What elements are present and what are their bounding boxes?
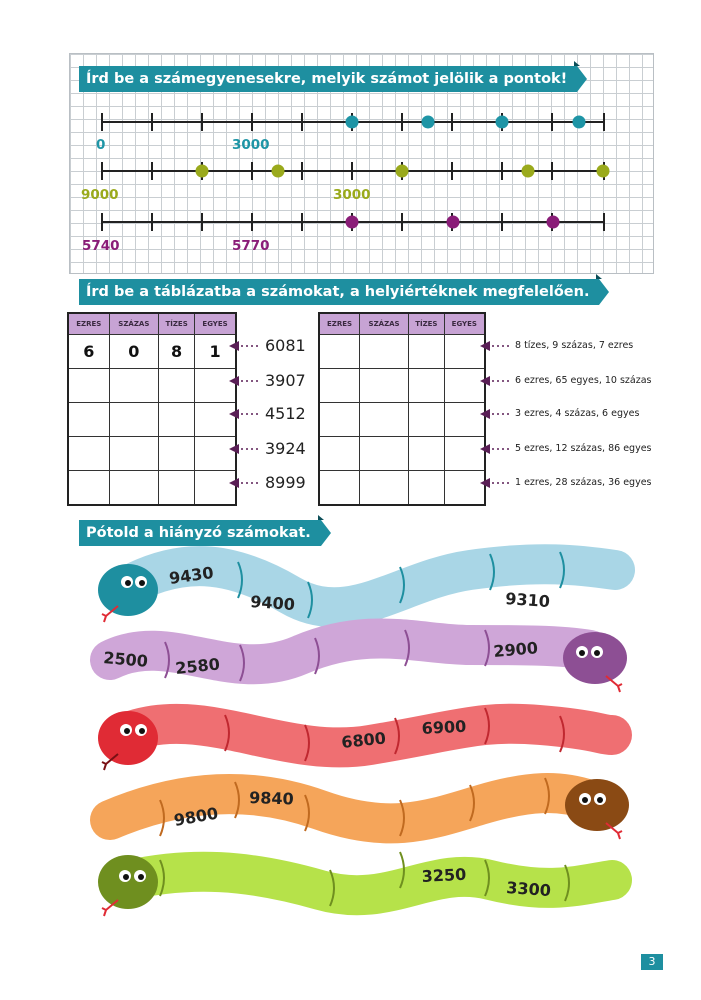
line3-label-0: 5740 — [82, 238, 120, 254]
line2-label-1: 3000 — [333, 187, 371, 203]
pointer-arrow-icon — [480, 376, 490, 386]
number-8999: 8999 — [265, 473, 306, 492]
pointer-arrow-icon — [480, 341, 490, 351]
header-tizes: TÍZES — [409, 313, 445, 335]
number-3907: 3907 — [265, 371, 306, 390]
line2-label-0: 9000 — [81, 187, 119, 203]
pointer-arrow-icon — [229, 409, 239, 419]
snake-head-icon — [565, 779, 629, 831]
snake1-number-1: 9430 — [167, 562, 215, 588]
description-2: 6 ezres, 65 egyes, 10 százas — [515, 375, 652, 386]
number-3924: 3924 — [265, 439, 306, 458]
description-5: 1 ezres, 28 százas, 36 egyes — [515, 477, 652, 488]
line3-label-1: 5770 — [232, 238, 270, 254]
pointer-arrow-icon — [480, 409, 490, 419]
snake2-number-3: 2900 — [492, 638, 539, 661]
header-szazas: SZÁZAS — [360, 313, 409, 335]
line1-label-1: 3000 — [232, 137, 270, 153]
snakes-area — [0, 520, 701, 1000]
header-ezres: EZRES — [68, 313, 109, 335]
section2-title: Írd be a táblázatba a számokat, a helyiértéknek megfelelően. — [86, 284, 590, 300]
snake-head-icon — [98, 855, 158, 909]
snake1-number-3: 9310 — [504, 589, 551, 612]
snake1-number-2: 9400 — [249, 592, 296, 615]
snake2-number-2: 2580 — [174, 654, 221, 678]
snake-head-icon — [98, 564, 158, 616]
description-4: 5 ezres, 12 százas, 86 egyes — [515, 443, 652, 454]
header-szazas: SZÁZAS — [109, 313, 159, 335]
pointer-arrow-icon — [480, 444, 490, 454]
header-egyes: EGYES — [444, 313, 485, 335]
snake5-number-2: 3300 — [505, 878, 552, 901]
pointer-arrow-icon — [229, 478, 239, 488]
snake3-number-2: 6900 — [421, 716, 467, 738]
cell-ezres: 6 — [68, 335, 109, 369]
description-3: 3 ezres, 4 százas, 6 egyes — [515, 408, 640, 419]
page-number: 3 — [641, 954, 663, 970]
section3-title: Pótold a hiányzó számokat. — [86, 525, 311, 541]
description-1: 8 tízes, 9 százas, 7 ezres — [515, 340, 634, 351]
header-ezres: EZRES — [319, 313, 360, 335]
snake-head-icon — [98, 711, 158, 765]
pointer-arrow-icon — [229, 376, 239, 386]
cell-egyes: 1 — [195, 335, 236, 369]
pointer-arrow-icon — [229, 341, 239, 351]
number-6081: 6081 — [265, 336, 306, 355]
number-4512: 4512 — [265, 404, 306, 423]
snake4-number-2: 9840 — [248, 788, 295, 809]
header-egyes: EGYES — [195, 313, 236, 335]
snake4-number-1: 9800 — [172, 803, 220, 830]
snake2-number-1: 2500 — [102, 648, 149, 671]
pointer-arrow-icon — [229, 444, 239, 454]
snake-head-icon — [563, 632, 627, 684]
section1-title: Írd be a számegyenesekre, melyik számot jelölik a pontok! — [86, 71, 568, 87]
snake3-number-1: 6800 — [340, 728, 387, 752]
cell-szazas: 0 — [109, 335, 159, 369]
line1-label-0: 0 — [96, 137, 106, 153]
pointer-arrow-icon — [480, 478, 490, 488]
snake5-number-1: 3250 — [421, 864, 467, 886]
cell-tizes: 8 — [159, 335, 195, 369]
header-tizes: TÍZES — [159, 313, 195, 335]
